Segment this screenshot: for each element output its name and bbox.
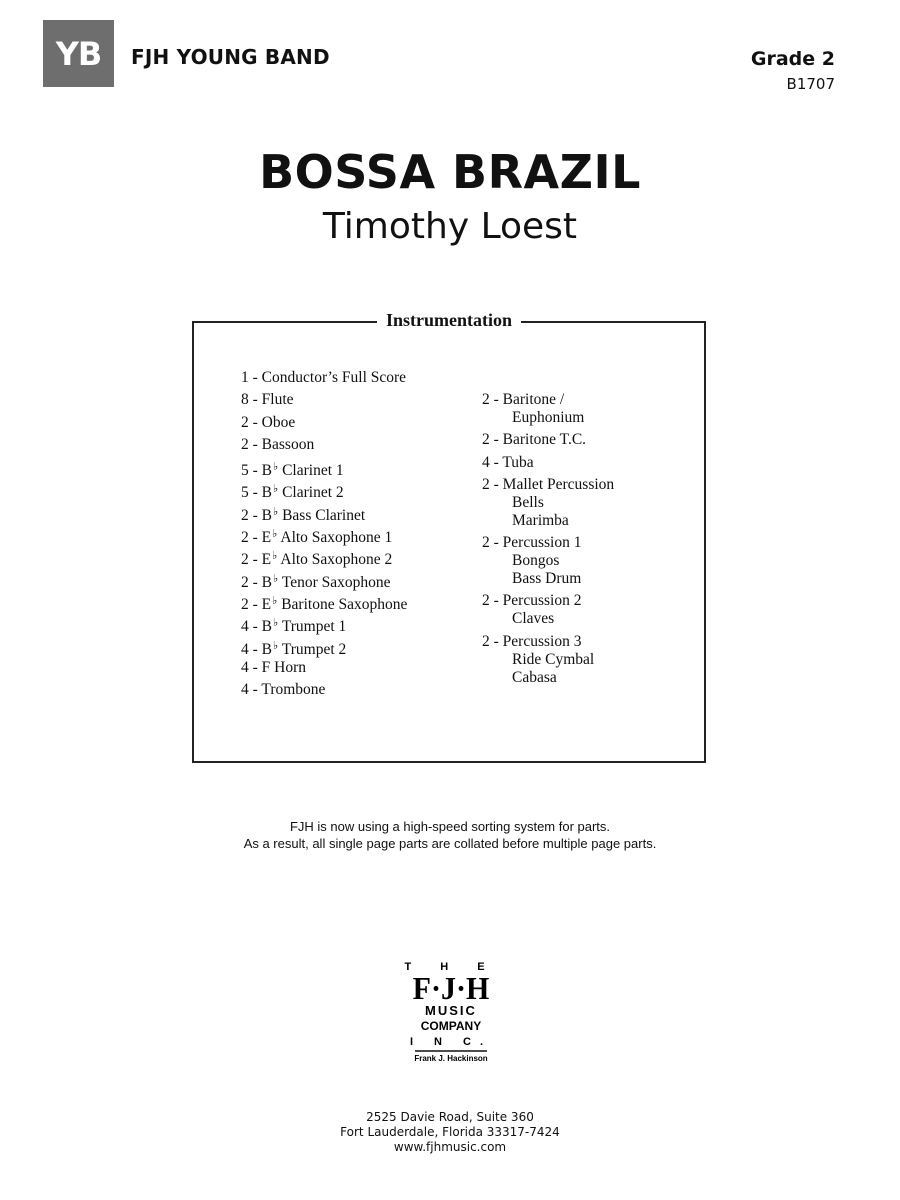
grade-label: Grade 2	[750, 48, 835, 70]
instrument-item: 4 - B♭ Trumpet 2	[241, 639, 347, 658]
instrument-item: 4 - Tuba	[482, 453, 534, 471]
instrument-subitem: Bass Drum	[512, 570, 582, 588]
instrument-item: 2 - Mallet Percussion Bells Marimba	[482, 475, 615, 529]
flat-symbol: ♭	[273, 639, 279, 652]
flat-symbol: ♭	[272, 528, 278, 541]
flat-symbol: ♭	[273, 617, 279, 630]
instrument-item: 4 - B♭ Trumpet 1	[241, 617, 347, 636]
instrument-item: 2 - B♭ Tenor Saxophone	[241, 572, 391, 591]
publisher-logo	[404, 959, 498, 1065]
flat-symbol: ♭	[273, 461, 279, 474]
instrumentation-heading: Instrumentation	[194, 310, 704, 331]
instrument-subitem: Bells	[512, 493, 544, 511]
instrument-subitem: Claves	[512, 610, 555, 628]
piece-title: BOSSA BRAZIL	[259, 145, 641, 199]
logo-music: MUSIC	[425, 1003, 477, 1018]
instrument-item: 2 - E♭ Baritone Saxophone	[241, 594, 408, 613]
instrument-item: 4 - F Horn	[241, 658, 307, 676]
instrument-item: 2 - E♭ Alto Saxophone 1	[241, 528, 393, 547]
logo-the: T H E	[404, 961, 498, 973]
instrument-item: 2 - Percussion 3 Ride Cymbal Cabasa	[482, 633, 614, 687]
instrument-subitem: Ride Cymbal	[512, 650, 595, 668]
instrument-item: 5 - B♭ Clarinet 1	[241, 461, 344, 480]
instrument-subitem: Marimba	[512, 511, 569, 529]
instrument-subitem: Bongos	[512, 552, 560, 570]
sorting-note-line-2: As a result, all single page parts are collated before multiple page parts.	[243, 836, 657, 851]
logo-signature: Frank J. Hackinson	[414, 1054, 488, 1063]
address-city: Fort Lauderdale, Florida 33317-7424	[340, 1125, 560, 1139]
instrument-item: 2 - Percussion 2 Claves	[482, 592, 614, 628]
publisher-address	[0, 1110, 900, 1155]
instrument-item: 5 - B♭ Clarinet 2	[241, 483, 344, 502]
instrument-item: 2 - Baritone / Euphonium	[482, 391, 614, 427]
instrument-item: 2 - Bassoon	[241, 435, 315, 453]
catalog-number: B1707	[786, 75, 835, 93]
instrument-item: 2 - E♭ Alto Saxophone 2	[241, 550, 393, 569]
series-name: FJH YOUNG BAND	[131, 45, 330, 69]
instrument-item: 1 - Conductor’s Full Score	[241, 369, 407, 386]
instrument-item: 2 - B♭ Bass Clarinet	[241, 505, 366, 524]
instrument-subitem: Cabasa	[512, 668, 557, 686]
logo-fjh: F·J·H	[412, 971, 490, 1007]
sorting-note	[0, 818, 900, 852]
flat-symbol: ♭	[272, 594, 278, 607]
instrument-item: 2 - Baritone T.C.	[482, 431, 587, 449]
logo-company: COMPANY	[420, 1019, 482, 1033]
logo-inc: I N C.	[409, 1036, 493, 1048]
instrument-item: 4 - Trombone	[241, 681, 326, 699]
flat-symbol: ♭	[273, 572, 279, 585]
instrument-item: 2 - Oboe	[241, 413, 296, 431]
series-logo-badge: YB	[43, 20, 114, 87]
address-web: www.fjhmusic.com	[393, 1140, 507, 1154]
instrumentation-box	[192, 310, 706, 763]
sorting-note-line-1: FJH is now using a high-speed sorting system for parts.	[289, 819, 611, 834]
flat-symbol: ♭	[273, 505, 279, 518]
instrument-subitem: Euphonium	[512, 409, 585, 426]
instrument-item: 2 - Percussion 1 Bongos Bass Drum	[482, 534, 614, 588]
instrument-item: 8 - Flute	[241, 391, 294, 409]
instrument-list-right	[482, 391, 614, 691]
flat-symbol: ♭	[272, 550, 278, 563]
flat-symbol: ♭	[273, 483, 279, 496]
instrument-list-left	[241, 369, 407, 703]
composer-name: Timothy Loest	[322, 206, 578, 247]
address-street: 2525 Davie Road, Suite 360	[366, 1110, 534, 1124]
